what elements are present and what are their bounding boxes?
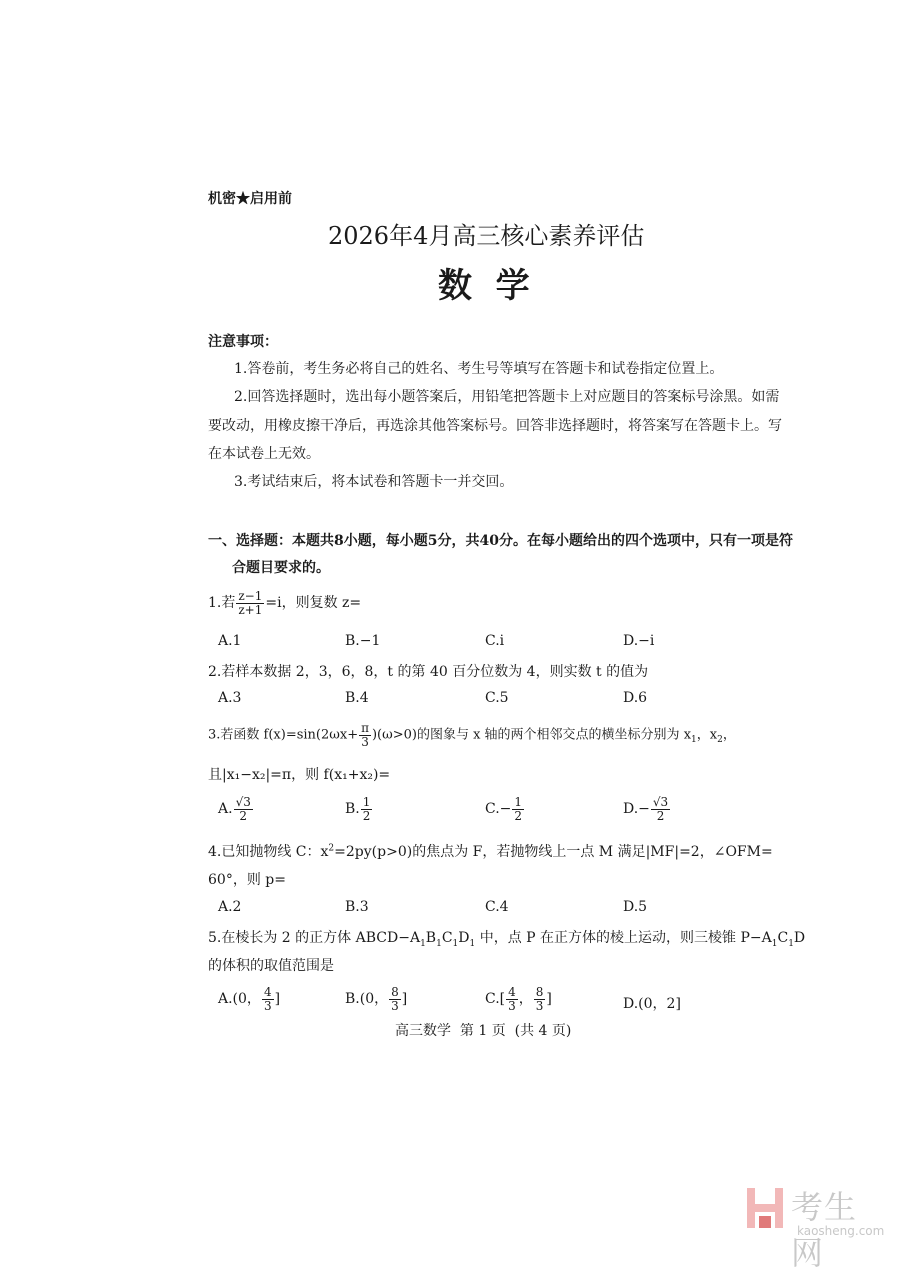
q3-option-a-fraction [234,796,253,822]
q3-option-c-label: C.− [485,801,512,818]
q5-sub-c1-2: 1 [788,938,794,949]
notice-item-2-line-3: 在本试卷上无效。 [208,446,320,462]
q5-sub-c1: 1 [452,938,459,949]
q3-option-b-fraction [361,796,373,822]
q5-option-c-fraction-2 [534,986,546,1012]
q3-option-a-label: A. [218,801,233,818]
q5-option-c-mid: ， [518,991,533,1008]
question-5-line-2: 的体积的取值范围是 [208,958,334,974]
q5-text-a: 5.在棱长为 2 的正方体 ABCD−A [208,930,421,946]
q1-denominator: z+1 [238,602,263,617]
q1-numerator: z−1 [238,589,263,603]
q3-text-c: ， [722,727,736,743]
q3-option-b-num: 1 [362,795,371,809]
q5-text-b: 中，点 P 在正方体的棱上运动，则三棱锥 P−A [475,930,772,946]
q1-option-d: D.−i [623,633,655,649]
q5-sub-a1-2: 1 [771,938,778,949]
q3-option-c-fraction [512,796,524,822]
q5-option-b-post: ] [401,991,408,1008]
q5-option-c-den-1: 3 [508,998,516,1013]
q5-option-b-pre: B.(0， [345,991,389,1008]
question-5-line-1 [208,927,805,949]
q3-pi-fraction [359,722,371,748]
section-heading-line-1: 一、选择题：本题共8小题，每小题5分，共40分。在每小题给出的四个选项中，只有一项是符 [208,533,793,549]
watermark-icon [745,1186,785,1230]
q4-option-d: D.5 [623,899,648,915]
q5-option-a-den: 3 [263,998,272,1013]
q3-option-c-den: 2 [514,808,523,823]
q5-option-c [485,986,552,1012]
q3-option-d [623,796,671,822]
q5-option-a [218,986,280,1012]
q5-option-c-num-1: 4 [508,985,516,999]
watermark-en-text: kaosheng.com [797,1224,885,1238]
q3-option-b [345,796,373,822]
q4-option-b: B.3 [345,899,369,915]
q5-option-a-post: ] [274,991,281,1008]
q5-option-a-pre: A.(0， [218,991,261,1008]
exam-title: 2026年4月高三核心素养评估 [328,222,645,250]
q4-text-a: 4.已知抛物线 C：x [208,844,329,860]
q3-text-mid: ，x [696,727,718,743]
q2-option-d: D.6 [623,690,648,706]
q1-suffix: =i，则复数 z= [265,595,362,612]
q5-option-c-fraction-1 [506,986,518,1012]
q4-text-b: =2py(p>0)的焦点为 F，若抛物线上一点 M 满足|MF|=2，∠OFM= [334,844,773,860]
q3-option-c-num: 1 [514,795,523,809]
notice-heading: 注意事项： [208,334,278,350]
q3-option-a [218,796,254,822]
q5-text-c: D [793,930,806,946]
q3-option-b-label: B. [345,801,360,818]
q3-text-b: )(ω>0)的图象与 x 轴的两个相邻交点的横坐标分别为 x [371,727,692,743]
q3-option-b-den: 2 [362,808,371,823]
q4-option-c: C.4 [485,899,509,915]
q5-c: C [441,930,453,946]
watermark-cn-text: 考生网 [791,1188,858,1272]
q4-option-a: A.2 [218,899,242,915]
q3-pi-den: 3 [361,734,369,749]
q5-option-b [345,986,407,1012]
question-4-line-2: 60°，则 p= [208,872,286,888]
q5-option-b-num: 8 [391,985,399,999]
q5-option-c-den-2: 3 [535,998,544,1013]
q5-option-b-den: 3 [391,998,399,1013]
page-footer: 高三数学 第 1 页 (共 4 页) [395,1023,572,1039]
q1-option-a: A.1 [218,633,242,649]
q1-prefix: 1.若 [208,595,236,612]
subject-title: 数 学 [438,266,530,306]
q5-option-c-num-2: 8 [535,985,544,999]
q3-option-a-den: 2 [239,808,248,823]
q3-option-c [485,796,525,822]
q5-sub-b1: 1 [436,938,442,949]
q5-option-a-fraction [262,986,274,1012]
q3-option-d-label: D.− [623,801,650,818]
question-3-line-2: 且|x₁−x₂|=π，则 f(x₁+x₂)= [208,767,391,783]
q5-option-c-pre: C.[ [485,991,506,1008]
question-1-stem [208,590,361,616]
question-3-line-1 [208,722,736,748]
q2-option-b: B.4 [345,690,369,706]
q3-option-d-num: √3 [652,795,669,809]
q1-option-c: C.i [485,633,505,649]
notice-item-1: 1.答卷前，考生务必将自己的姓名、考生号等填写在答题卡和试卷指定位置上。 [234,361,724,377]
q3-option-d-fraction [651,796,670,822]
q5-c-2: C [777,930,789,946]
q1-fraction [236,590,264,616]
q1-option-b: B.−1 [345,633,381,649]
question-2-stem: 2.若样本数据 2，3，6，8，t 的第 40 百分位数为 4，则实数 t 的值为 [208,664,649,680]
notice-item-2-line-2: 要改动，用橡皮擦干净后，再选涂其他答案标号。回答非选择题时，将答案写在答题卡上。写 [208,418,782,434]
q5-option-a-num: 4 [263,985,272,999]
notice-item-3: 3.考试结束后，将本试卷和答题卡一并交回。 [234,474,514,490]
q3-pi-num: π [361,721,369,735]
q3-text-a: 3.若函数 f(x)=sin(2ωx+ [208,727,359,743]
q3-sub-2: 2 [717,735,723,746]
q2-option-a: A.3 [218,690,242,706]
confidential-label: 机密★启用前 [208,191,292,207]
q5-option-d: D.(0，2] [623,996,681,1012]
watermark-logo [745,1180,885,1272]
q5-b: B [425,930,437,946]
q3-option-d-den: 2 [656,808,665,823]
q3-sub-1: 1 [691,735,697,746]
q2-option-c: C.5 [485,690,509,706]
q5-option-c-post: ] [546,991,552,1008]
notice-item-2-line-1: 2.回答选择题时，选出每小题答案后，用铅笔把答题卡上对应题目的答案标号涂黑。如需 [234,389,780,405]
question-4-line-1 [208,841,773,861]
q3-option-a-num: √3 [235,795,251,809]
q5-d: D [458,930,470,946]
q5-sub-a1: 1 [420,938,426,949]
q5-sub-d1: 1 [469,938,476,949]
q4-square: 2 [328,843,335,854]
q5-option-b-fraction [389,986,401,1012]
section-heading-line-2: 合题目要求的。 [232,560,330,576]
